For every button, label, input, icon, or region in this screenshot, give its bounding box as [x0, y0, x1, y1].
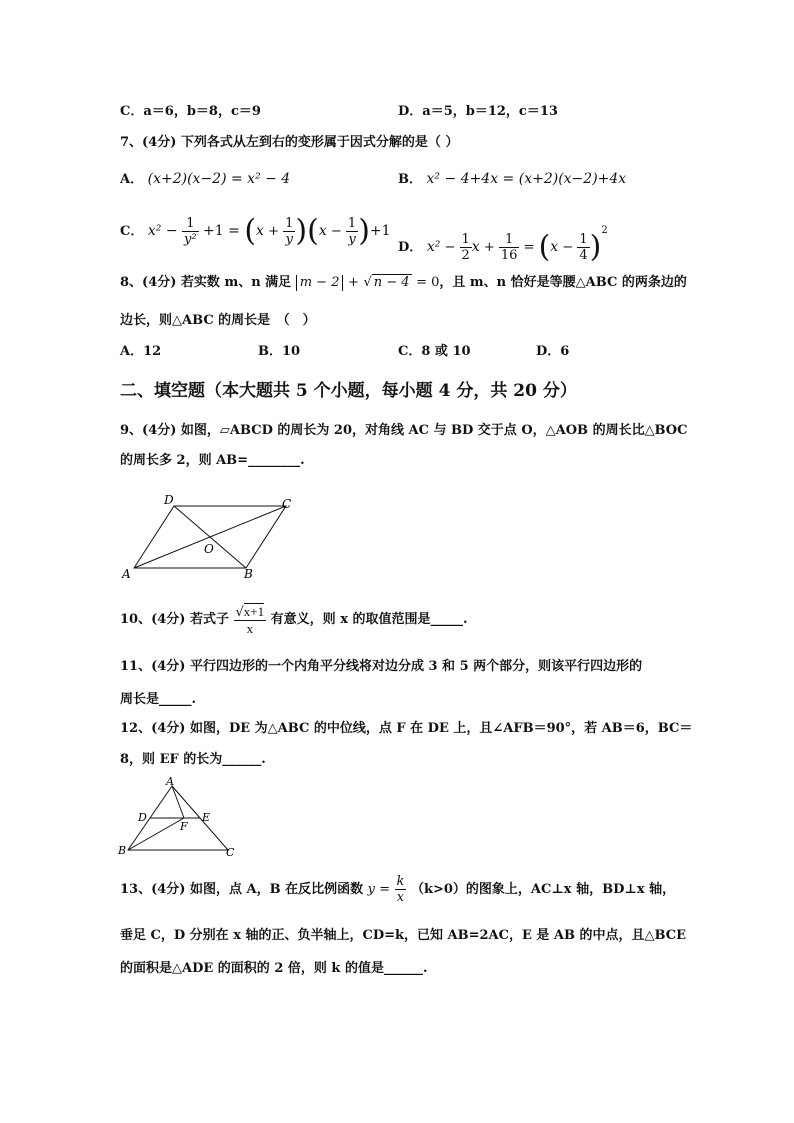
q9-label-c: C	[282, 497, 292, 511]
q9-label-d: D	[164, 493, 174, 507]
q7-a-label: A．	[120, 172, 144, 187]
q9-label-b: B	[244, 567, 253, 581]
q8-option-d: D．6	[536, 344, 570, 359]
q9-line2: 的周长多 2，则 AB=________.	[120, 453, 305, 468]
q12-triangle-figure	[116, 774, 246, 862]
q13-line3: 的面积是△ADE 的面积的 2 倍，则 k 的值是______.	[120, 961, 428, 976]
q13-func-denominator: x	[396, 890, 405, 905]
q12-label-b: B	[118, 844, 127, 857]
q6-option-d: D．a＝5，b＝12，c＝13	[398, 104, 558, 119]
q13-line2: 垂足 C，D 分别在 x 轴的正、负半轴上，CD=k，已知 AB=2AC，E 是 AB 的中点，且△BCE	[120, 928, 687, 943]
q7-c-label: C．	[120, 224, 144, 239]
q13-func-numerator: k	[396, 874, 405, 889]
q11-line1: 11、(4分) 平行四边形的一个内角平分线将对边分成 3 和 5 两个部分，则该平行四边形的	[120, 659, 643, 674]
q10-post: 有意义，则 x 的取值范围是_____.	[270, 612, 468, 627]
q11-line2: 周长是_____.	[120, 692, 197, 707]
q8-sqrt-expression: n − 4	[373, 275, 410, 290]
q12-label-e: E	[202, 811, 211, 824]
q12-label-c: C	[226, 846, 235, 859]
q13-line1	[120, 870, 675, 910]
q13-post: （k>0）的图象上，AC⊥x 轴，BD⊥x 轴，	[410, 882, 676, 897]
q8-abs-expression: m − 2	[296, 275, 344, 291]
q10-denominator: x	[246, 620, 254, 636]
q8-option-c: C．8 或 10	[398, 344, 471, 359]
q10-numerator: x+1	[243, 603, 265, 619]
q12-label-a: A	[166, 775, 174, 788]
q12-line1: 12、(4分) 如图，DE 为△ABC 的中位线，点 F 在 DE 上，且∠AFB＝90°，若 AB＝6，BC＝	[120, 721, 693, 736]
q7-stem: 7、(4分) 下列各式从左到右的变形属于因式分解的是（ ）	[120, 135, 459, 150]
q8-plus: +	[348, 275, 359, 290]
q13-pre: 13、(4分) 如图，点 A，B 在反比例函数	[120, 882, 364, 897]
q9-parallelogram-figure	[118, 490, 298, 582]
q7-b-label: B．	[398, 172, 422, 187]
q7-option-a	[120, 170, 290, 189]
q9-line1: 9、(4分) 如图，▱ABCD 的周长为 20，对角线 AC 与 BD 交于点 O，△AOB 的周长比△BOC	[120, 423, 688, 438]
q9-label-a: A	[122, 567, 131, 581]
q8-option-b: B．10	[258, 344, 301, 359]
q10-pre: 10、(4分) 若式子	[120, 612, 229, 627]
q12-label-d: D	[138, 811, 147, 824]
q12-line2: 8，则 EF 的长为______.	[120, 752, 266, 767]
q7-d-label: D．	[398, 240, 423, 255]
q7-a-expression: (x+2)(x−2) = x² − 4	[147, 171, 291, 187]
section-heading-fill-in: 二、填空题（本大题共 5 个小题，每小题 4 分，共 20 分）	[120, 381, 577, 401]
q10-line: 10、(4分) 若式子 $\frac{√x+1}{x}$ 有意义，则 x 的取值范围是_____.	[120, 603, 468, 636]
q8-stem-pre: 8、(4分) 若实数 m、n 满足	[120, 275, 292, 290]
q8-stem-post: ，且 m、n 恰好是等腰△ABC 的两条边的	[439, 275, 687, 290]
q13-func-y: y =	[367, 882, 390, 897]
q12-label-f: F	[180, 820, 188, 833]
q7-option-d: D． x² − $\frac{1}{2}$ x + $\frac{1}{16}$ = (x − $\frac{1}{4}$ )$^2$	[398, 225, 608, 265]
q7-option-b	[398, 170, 626, 189]
q8-line2: 边长，则△ABC 的周长是 （ ）	[120, 313, 316, 328]
q6-option-c: C．a＝6，b＝8，c＝9	[120, 104, 261, 119]
q8-option-a: A．12	[120, 344, 162, 359]
q8-stem: 8、(4分) 若实数 m、n 满足 m − 2 + √ n − 4 = 0，且 m、n 恰好是等腰△ABC 的两条边的	[120, 275, 687, 290]
q9-label-o: O	[204, 542, 214, 556]
q7-b-expression: x² − 4+4x = (x+2)(x−2)+4x	[426, 171, 627, 187]
q8-equals: = 0	[416, 275, 440, 290]
q7-option-c: C． x² − $\frac{1}{\text{y²}}$ +1 = (x + $\frac{1}{y}$ )(x − $\frac{1}{y}$ )+1	[120, 213, 391, 249]
